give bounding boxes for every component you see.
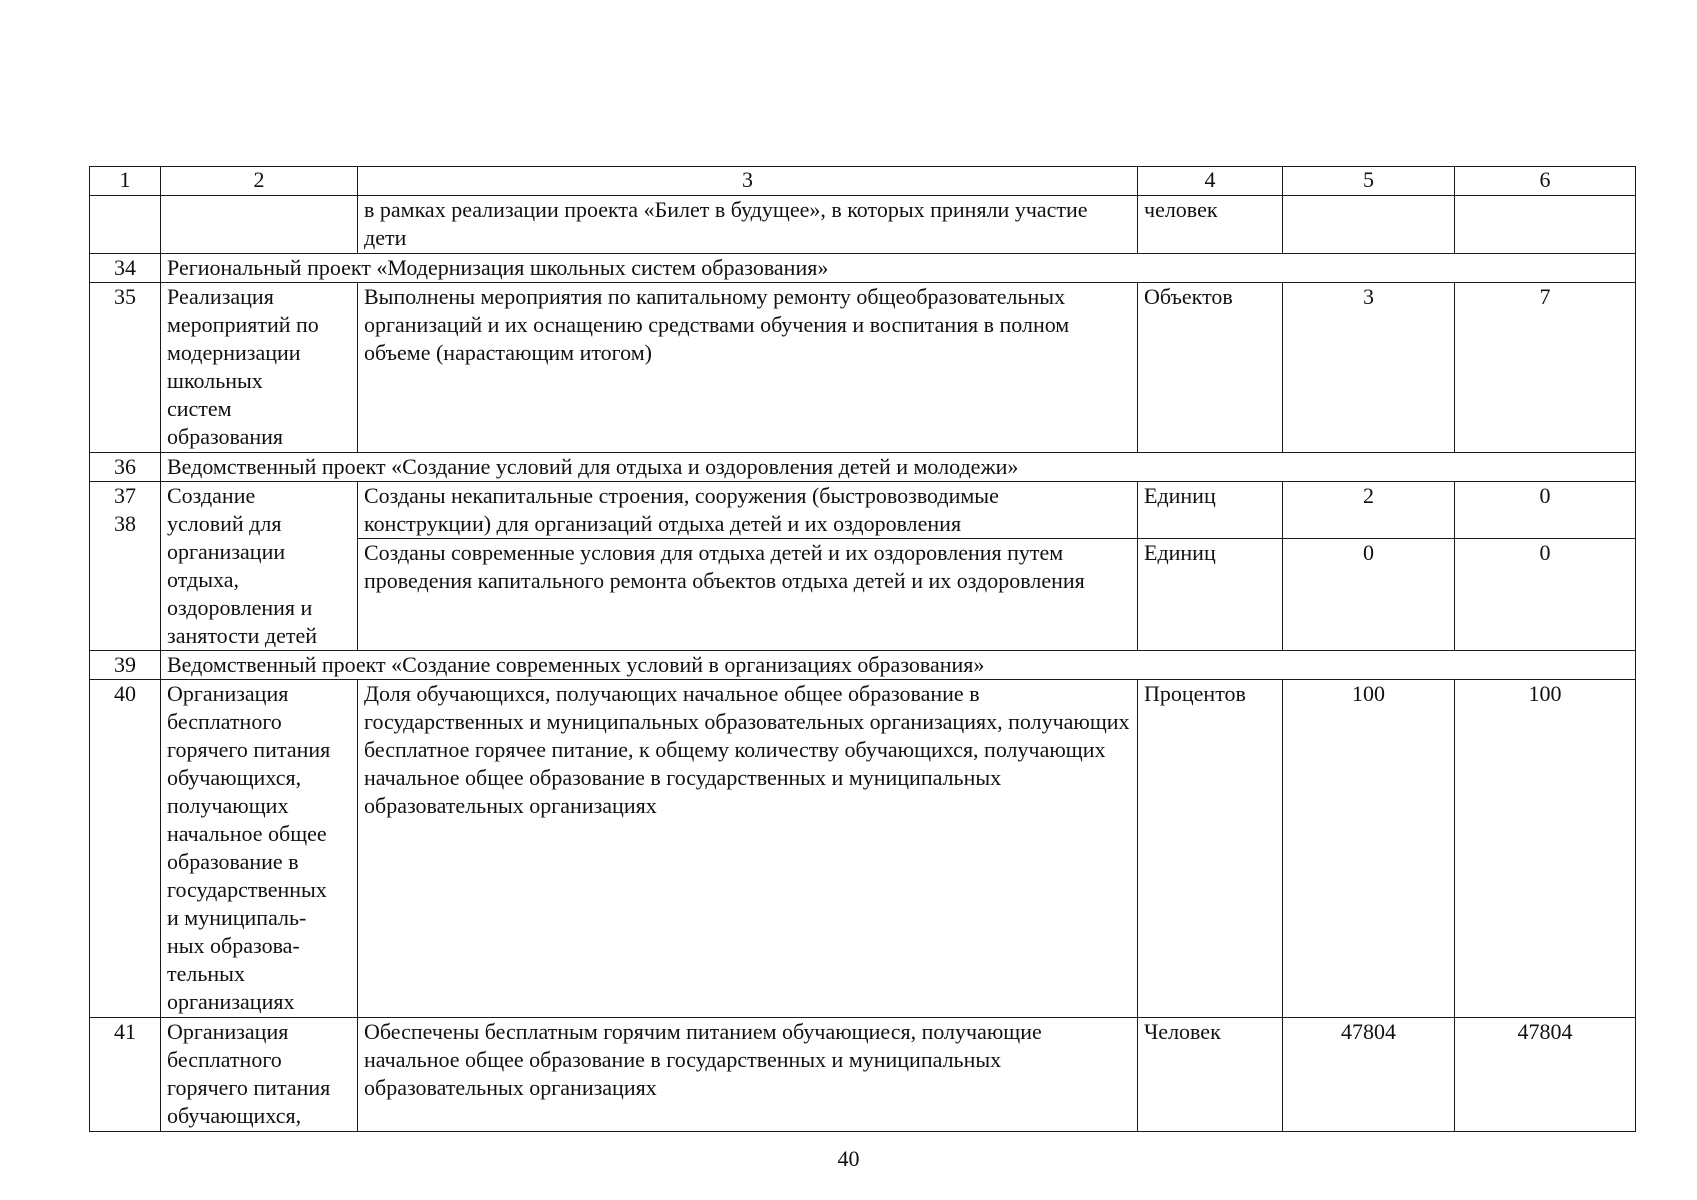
section-number: 34 [90, 254, 161, 283]
row-value-5: 47804 [1283, 1018, 1455, 1132]
row-name-line: Реализация [167, 284, 274, 309]
row-value-5: 3 [1283, 283, 1455, 453]
row-value-6: 0 [1455, 539, 1636, 651]
section-title: Ведомственный проект «Создание условий для отдыха и оздоровления детей и молодежи» [161, 453, 1636, 482]
table-row [90, 283, 1636, 453]
header-cell-2: 2 [161, 167, 358, 196]
row-value-5: 2 [1283, 482, 1455, 539]
row-number: 37 [114, 483, 136, 508]
row-value-5: 100 [1283, 680, 1455, 1018]
row-name [161, 283, 358, 453]
row-unit: Объектов [1138, 283, 1283, 453]
row-description: в рамках реализации проекта «Билет в будущее», в которых приняли участие дети [358, 196, 1138, 254]
row-value-5: 0 [1283, 539, 1455, 651]
indicators-table [89, 166, 1636, 1132]
section-row [90, 651, 1636, 680]
header-cell-3: 3 [358, 167, 1138, 196]
row-name-line: Организация [167, 681, 289, 706]
row-description: Созданы современные условия для отдыха детей и их оздоровления путем проведения капитального ремонта объектов отдыха детей и их оздоровления [358, 539, 1138, 651]
table-row [90, 680, 1636, 1018]
section-row [90, 254, 1636, 283]
header-cell-1: 1 [90, 167, 161, 196]
row-name [161, 482, 358, 651]
row-unit: Человек [1138, 1018, 1283, 1132]
row-name-line: государственных [167, 877, 327, 902]
row-name-line: получающих [167, 793, 289, 818]
row-name-line: Создание [167, 483, 256, 508]
row-name-line: систем [167, 396, 232, 421]
row-name [161, 1018, 358, 1132]
row-unit: Единиц [1138, 539, 1283, 651]
row-name-line: образование в [167, 849, 299, 874]
row-number: 40 [90, 680, 161, 1018]
row-name-line: горячего питания [167, 1075, 331, 1100]
row-number-group [90, 482, 161, 651]
table-row [90, 196, 1636, 254]
row-value-6: 47804 [1455, 1018, 1636, 1132]
row-unit: Единиц [1138, 482, 1283, 539]
row-value-6: 7 [1455, 283, 1636, 453]
row-description: Обеспечены бесплатным горячим питанием обучающиеся, получающие начальное общее образование в государственных и муниципальных образовательных организациях [358, 1018, 1138, 1132]
row-name-line: занятости детей [167, 623, 317, 648]
row-name-line: школьных [167, 368, 263, 393]
row-value-6 [1455, 196, 1636, 254]
row-name-line: бесплатного [167, 709, 282, 734]
row-number: 41 [90, 1018, 161, 1132]
row-name-line: начальное общее [167, 821, 327, 846]
row-name-line: условий для [167, 511, 282, 536]
section-row [90, 453, 1636, 482]
row-value-5 [1283, 196, 1455, 254]
row-description: Выполнены мероприятия по капитальному ремонту общеобразовательных организаций и их оснащению средствами обучения и воспитания в полном объеме (нарастающим итогом) [358, 283, 1138, 453]
row-unit: человек [1138, 196, 1283, 254]
row-value-6: 0 [1455, 482, 1636, 539]
section-title: Ведомственный проект «Создание современных условий в организациях образования» [161, 651, 1636, 680]
row-description: Созданы некапитальные строения, сооружения (быстровозводимые конструкции) для организаций отдыха детей и их оздоровления [358, 482, 1138, 539]
row-name [161, 680, 358, 1018]
row-number [90, 196, 161, 254]
table-header-row [90, 167, 1636, 196]
row-name-line: горячего питания [167, 737, 331, 762]
row-unit: Процентов [1138, 680, 1283, 1018]
row-name-line: Организация [167, 1019, 289, 1044]
row-name-line: обучающихся, [167, 765, 302, 790]
row-name-line: обучающихся, [167, 1103, 302, 1128]
page-number: 40 [837, 1146, 860, 1171]
row-name-line: образования [167, 424, 284, 449]
row-number: 35 [90, 283, 161, 453]
row-number: 38 [114, 511, 136, 536]
section-number: 39 [90, 651, 161, 680]
row-value-6: 100 [1455, 680, 1636, 1018]
row-name-line: оздоровления и [167, 595, 313, 620]
table-row [90, 482, 1636, 539]
table-row [90, 1018, 1636, 1132]
row-name-line: ных образова- [167, 933, 300, 958]
header-cell-5: 5 [1283, 167, 1455, 196]
row-name-line: и муниципаль- [167, 905, 307, 930]
section-title: Региональный проект «Модернизация школьных систем образования» [161, 254, 1636, 283]
row-name-line: мероприятий по [167, 312, 319, 337]
header-cell-4: 4 [1138, 167, 1283, 196]
row-name-line: организации [167, 539, 286, 564]
header-cell-6: 6 [1455, 167, 1636, 196]
row-description: Доля обучающихся, получающих начальное общее образование в государственных и муниципальных образовательных организациях, получающих бесплатное горячее питание, к общему количеству обучающихся, получающих начальное общее образование в государственных и муниципальных образовательных организациях [358, 680, 1138, 1018]
row-name [161, 196, 358, 254]
section-number: 36 [90, 453, 161, 482]
row-name-line: модернизации [167, 340, 301, 365]
row-name-line: организациях [167, 989, 295, 1014]
row-name-line: бесплатного [167, 1047, 282, 1072]
row-name-line: тельных [167, 961, 245, 986]
row-name-line: отдыха, [167, 567, 239, 592]
